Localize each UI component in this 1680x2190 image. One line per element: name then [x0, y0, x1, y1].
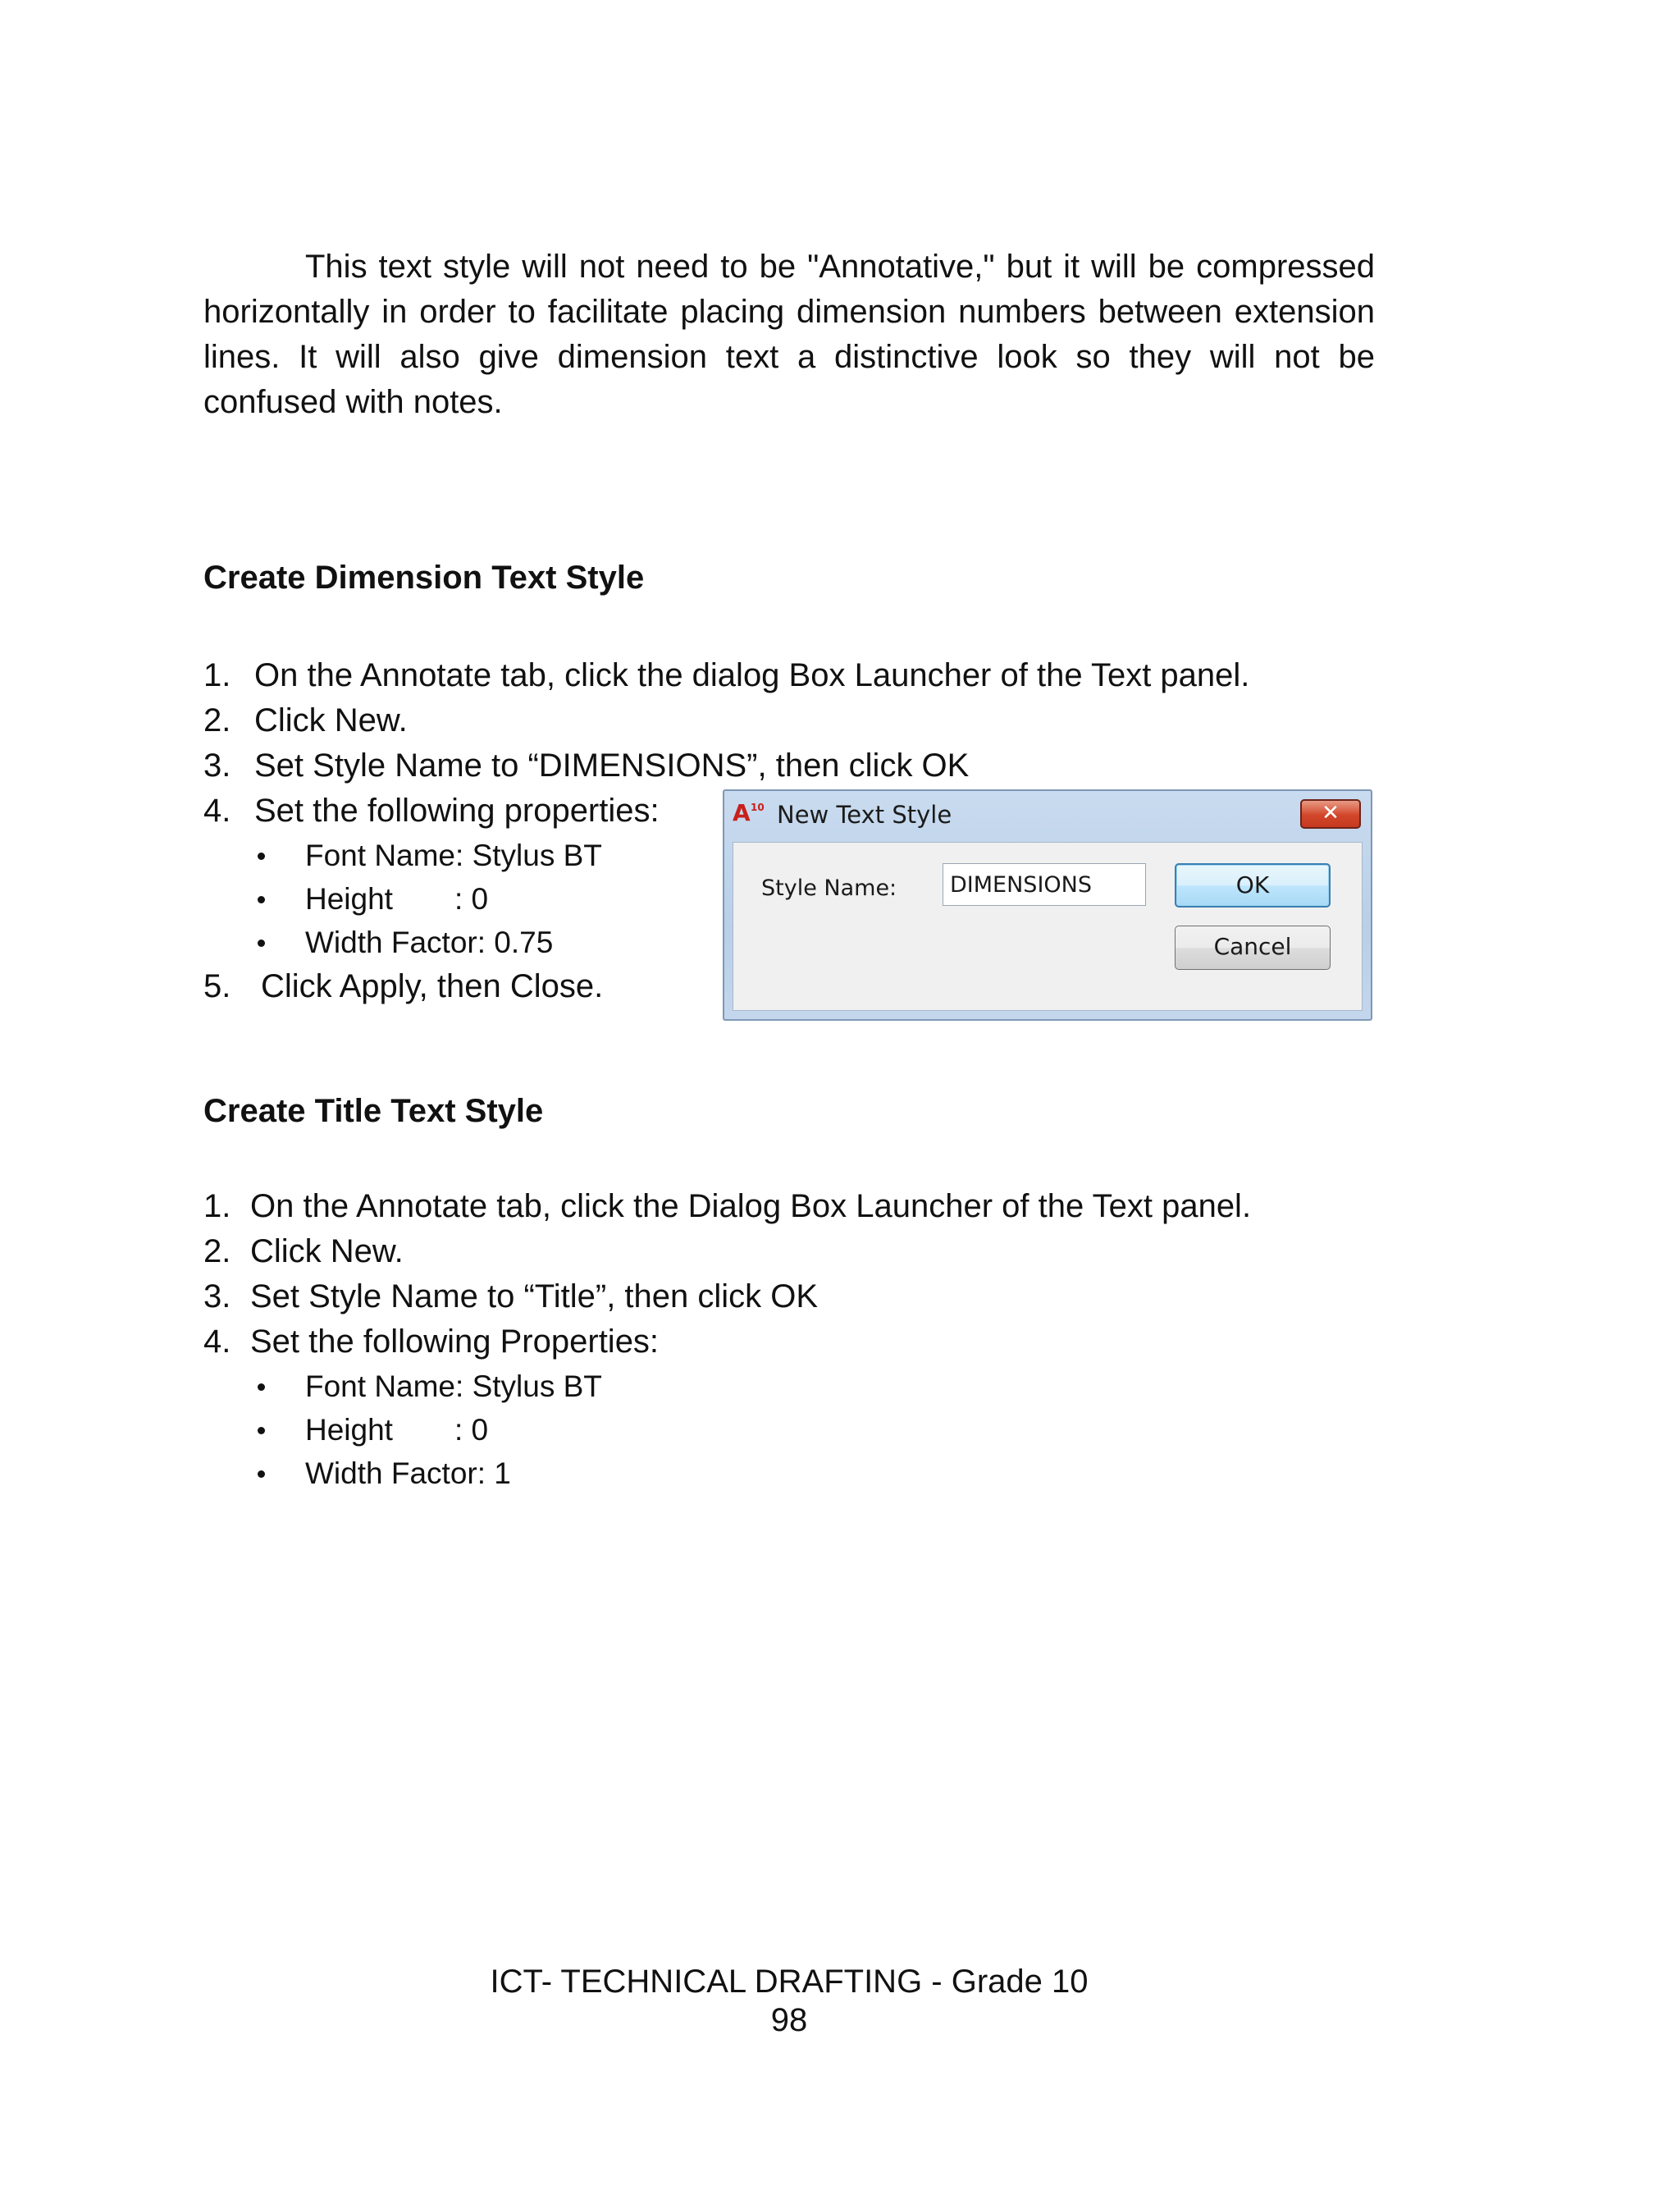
section-heading-dimension: Create Dimension Text Style — [203, 560, 645, 596]
bullet-icon — [258, 853, 265, 860]
style-name-input[interactable] — [943, 863, 1146, 906]
bullet-icon — [258, 1427, 265, 1434]
footer-title: ICT- TECHNICAL DRAFTING - Grade 10 — [490, 1964, 1089, 2000]
list-item — [203, 1319, 1251, 1365]
list-item — [203, 1274, 1251, 1319]
step-text: Set the following properties: — [254, 793, 660, 829]
step-text: Set Style Name to “Title”, then click OK — [250, 1278, 819, 1314]
list-item — [203, 698, 1249, 743]
list-item — [203, 1229, 1251, 1274]
step-number: 4. — [203, 1324, 231, 1360]
step-text: Set the following Properties: — [250, 1324, 660, 1360]
step-number: 2. — [203, 1233, 231, 1269]
step-text: Click New. — [254, 702, 408, 738]
close-icon: ✕ — [1322, 801, 1340, 825]
step-text: On the Annotate tab, click the Dialog Box Launcher of the Text panel. — [250, 1188, 1252, 1224]
step-text: Click Apply, then Close. — [261, 968, 604, 1004]
property-value: : 0 — [454, 1413, 489, 1447]
bullet-icon — [258, 1470, 265, 1478]
close-button[interactable] — [1300, 799, 1361, 829]
list-item — [203, 653, 1249, 698]
step-number: 1. — [203, 1188, 231, 1224]
step-number: 3. — [203, 1278, 231, 1314]
title-steps-list — [203, 1184, 1251, 1495]
section-heading-title: Create Title Text Style — [203, 1093, 544, 1129]
property-item — [203, 1452, 1251, 1495]
step-number: 1. — [203, 657, 231, 693]
autocad-app-icon — [733, 799, 765, 826]
step-text: On the Annotate tab, click the dialog Box Launcher of the Text panel. — [254, 657, 1250, 693]
cancel-button[interactable]: Cancel — [1175, 926, 1331, 970]
app-icon-version: 10 — [751, 802, 765, 813]
list-item — [203, 1184, 1251, 1229]
app-icon-letter: A — [733, 799, 751, 826]
properties-container — [203, 1365, 1251, 1495]
title-properties-list — [203, 1365, 1251, 1495]
style-name-label: Style Name: — [761, 876, 897, 901]
bullet-icon — [258, 940, 265, 947]
step-number: 3. — [203, 748, 231, 784]
page-number: 98 — [770, 2002, 808, 2038]
property-label: Font Name: Stylus BT — [305, 1369, 602, 1403]
list-item — [203, 743, 1249, 789]
property-label: Height — [305, 882, 393, 916]
intro-paragraph: This text style will not need to be "Annotative," but it will be compressed horizontally in order to facilitate placing dimension numbers between extension lines. It will also give dimension text a distinctive look so they will not be confused with notes. — [203, 249, 1375, 420]
property-item — [203, 1365, 1251, 1408]
bullet-icon — [258, 896, 265, 903]
property-value: : 0 — [454, 882, 489, 916]
step-text: Set Style Name to “DIMENSIONS”, then click OK — [254, 748, 970, 784]
new-text-style-dialog — [723, 789, 1372, 1021]
step-number: 5. — [203, 968, 231, 1004]
property-label: Width Factor: 1 — [305, 1456, 511, 1490]
property-label: Width Factor: 0.75 — [305, 926, 554, 959]
property-label: Font Name: Stylus BT — [305, 839, 602, 872]
step-number: 4. — [203, 793, 231, 829]
bullet-icon — [258, 1383, 265, 1391]
dialog-title: New Text Style — [777, 801, 952, 829]
step-text: Click New. — [250, 1233, 404, 1269]
property-label: Height — [305, 1413, 393, 1447]
ok-button[interactable]: OK — [1175, 863, 1331, 908]
dialog-titlebar — [724, 791, 1371, 842]
dialog-body — [733, 842, 1363, 1011]
step-number: 2. — [203, 702, 231, 738]
property-item — [203, 1408, 1251, 1452]
